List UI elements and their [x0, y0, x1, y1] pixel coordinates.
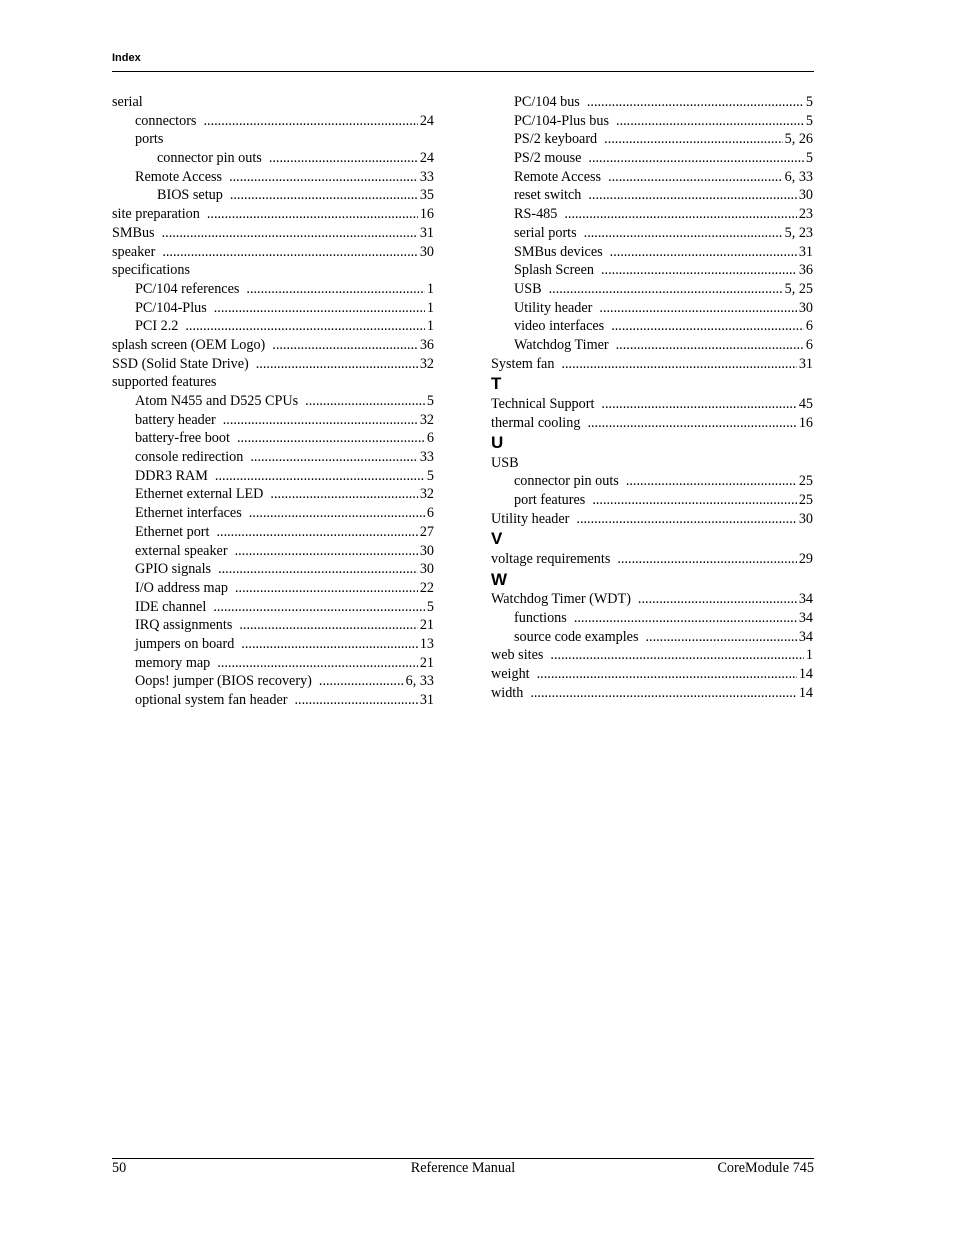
index-term: Ethernet interfaces	[135, 505, 242, 522]
index-term: battery-free boot	[135, 430, 230, 447]
index-entry	[112, 485, 434, 504]
index-term: voltage requirements	[491, 550, 611, 567]
index-page-refs: 29	[798, 550, 813, 567]
dot-leader	[215, 467, 425, 486]
dot-leader	[638, 590, 797, 609]
index-term: SMBus devices	[514, 243, 603, 260]
index-entry	[491, 186, 813, 205]
dot-leader	[537, 665, 797, 684]
running-header: Index	[112, 52, 141, 64]
index-page-refs: 6	[805, 318, 813, 335]
index-page-refs: 5, 26	[784, 131, 813, 148]
index-page-refs: 30	[798, 187, 813, 204]
index-page-refs: 16	[798, 414, 813, 431]
index-term: width	[491, 684, 524, 701]
index-page-refs: 32	[419, 486, 434, 503]
index-entry	[491, 112, 813, 131]
dot-leader	[235, 579, 418, 598]
index-page-refs: 31	[419, 692, 434, 708]
dot-leader	[645, 628, 796, 647]
index-entry	[112, 579, 434, 598]
index-entry	[112, 598, 434, 617]
index-entry	[491, 299, 813, 318]
product-name: CoreModule 745	[717, 1160, 814, 1176]
index-entry	[491, 609, 813, 628]
header-divider	[112, 71, 814, 72]
dot-leader	[549, 280, 783, 299]
index-term: Watchdog Timer	[514, 336, 609, 353]
dot-leader	[185, 317, 425, 336]
index-page-refs: 30	[798, 510, 813, 527]
index-page-refs: 5, 23	[784, 224, 813, 241]
index-term: PS/2 mouse	[514, 150, 582, 167]
dot-leader	[601, 395, 796, 414]
index-entry	[112, 542, 434, 561]
index-entry	[491, 414, 813, 433]
footer-divider	[112, 1158, 814, 1159]
index-entry	[491, 261, 813, 280]
index-term: PC/104 references	[135, 280, 240, 297]
index-letter-heading: U	[491, 433, 504, 453]
dot-leader	[616, 336, 804, 355]
index-page-refs: 14	[798, 684, 813, 701]
index-page-refs: 32	[419, 355, 434, 372]
page-footer	[112, 1160, 814, 1178]
index-page-refs: 32	[419, 411, 434, 428]
index-letter-heading: V	[491, 529, 503, 549]
index-term: Oops! jumper (BIOS recovery)	[135, 673, 312, 690]
index-entry	[112, 186, 434, 205]
index-entry	[112, 635, 434, 654]
index-page-refs: 34	[798, 591, 813, 608]
index-page-refs: 45	[798, 395, 813, 412]
index-term: jumpers on board	[135, 635, 235, 652]
index-page-refs: 35	[419, 187, 434, 204]
index-term: Remote Access	[135, 168, 223, 185]
index-term: Atom N455 and D525 CPUs	[135, 393, 299, 409]
dot-leader	[216, 523, 417, 542]
index-term: connectors	[135, 112, 197, 129]
index-entry	[491, 646, 813, 665]
dot-leader	[617, 550, 796, 569]
index-entry	[112, 280, 434, 299]
index-page-refs: 5, 25	[784, 280, 813, 297]
index-page-refs: 21	[419, 617, 434, 634]
index-term: speaker	[112, 243, 156, 260]
index-term: USB	[514, 280, 542, 297]
index-term: memory map	[135, 654, 211, 671]
index-term: I/O address map	[135, 579, 228, 596]
index-term: functions	[514, 609, 567, 626]
index-page-refs: 5	[805, 150, 813, 167]
dot-leader	[550, 646, 803, 665]
index-page-refs: 21	[419, 654, 434, 671]
index-term: SSD (Solid State Drive)	[112, 355, 249, 372]
index-entry	[112, 299, 434, 318]
index-entry	[112, 560, 434, 579]
index-entry	[112, 168, 434, 187]
index-page-refs: 6	[805, 336, 813, 353]
dot-leader	[305, 392, 425, 411]
dot-leader	[576, 510, 796, 529]
index-entry	[112, 112, 434, 131]
dot-leader	[610, 243, 797, 262]
index-column-left	[112, 93, 434, 710]
index-page-refs: 27	[419, 523, 434, 540]
index-entry	[112, 467, 434, 486]
index-term: source code examples	[514, 628, 639, 645]
index-entry	[112, 429, 434, 448]
index-page-refs: 6	[426, 505, 434, 522]
index-page-refs: 24	[419, 150, 434, 167]
dot-leader	[584, 224, 783, 243]
index-entry	[112, 130, 434, 149]
dot-leader	[162, 243, 417, 262]
index-page-refs: 25	[798, 473, 813, 490]
dot-leader	[587, 93, 804, 112]
index-term: thermal cooling	[491, 414, 581, 431]
index-entry	[112, 243, 434, 262]
page-number: 50	[112, 1160, 127, 1176]
index-entry	[112, 672, 434, 691]
dot-leader	[223, 411, 418, 430]
index-term: video interfaces	[514, 318, 605, 335]
dot-leader	[203, 112, 417, 131]
dot-leader	[162, 224, 418, 243]
index-term: connector pin outs	[157, 150, 262, 167]
index-term: Utility header	[491, 510, 570, 527]
index-entry	[112, 654, 434, 673]
dot-leader	[218, 560, 418, 579]
index-page-refs: 5	[426, 393, 434, 409]
index-term: RS-485	[514, 206, 558, 223]
index-entry	[491, 684, 813, 703]
index-entry	[112, 336, 434, 355]
index-term: optional system fan header	[135, 692, 288, 708]
index-entry	[491, 280, 813, 299]
dot-leader	[564, 205, 796, 224]
index-term: GPIO signals	[135, 561, 212, 578]
index-entry	[112, 205, 434, 224]
index-letter-heading: T	[491, 374, 502, 394]
index-page-refs: 30	[419, 542, 434, 559]
dot-leader	[246, 280, 425, 299]
index-term: Watchdog Timer (WDT)	[491, 591, 631, 608]
index-entry	[491, 224, 813, 243]
dot-leader	[604, 130, 782, 149]
index-entry	[112, 616, 434, 635]
index-entry	[112, 355, 434, 374]
dot-leader	[294, 691, 417, 710]
index-entry	[491, 395, 813, 414]
index-page-refs: 34	[798, 609, 813, 626]
index-term: Ethernet external LED	[135, 486, 264, 503]
index-entry	[491, 336, 813, 355]
index-page-refs: 24	[419, 112, 434, 129]
index-entry	[112, 504, 434, 523]
index-term: Ethernet port	[135, 523, 210, 540]
index-term: supported features	[112, 374, 217, 391]
index-term: USB	[491, 454, 519, 471]
dot-leader	[256, 355, 418, 374]
index-page-refs: 30	[419, 561, 434, 578]
index-entry	[491, 491, 813, 510]
index-term: serial ports	[514, 224, 577, 241]
dot-leader	[272, 336, 418, 355]
dot-leader	[270, 485, 417, 504]
index-letter-heading: W	[491, 569, 508, 589]
index-entry	[491, 665, 813, 684]
index-page-refs: 36	[798, 262, 813, 279]
index-term: ports	[135, 131, 164, 148]
index-page-refs: 16	[419, 206, 434, 223]
dot-leader	[592, 491, 797, 510]
index-page-refs: 6	[426, 430, 434, 447]
index-page-refs: 25	[798, 492, 813, 509]
index-entry	[112, 261, 434, 280]
index-page-refs: 31	[419, 224, 434, 241]
index-page-refs: 5	[805, 94, 813, 110]
index-page-refs: 34	[798, 628, 813, 645]
index-entry	[112, 448, 434, 467]
index-page-refs: 36	[419, 336, 434, 353]
dot-leader	[235, 542, 418, 561]
index-page-refs: 5	[805, 112, 813, 129]
index-term: splash screen (OEM Logo)	[112, 336, 266, 353]
dot-leader	[241, 635, 418, 654]
index-page-refs: 31	[798, 355, 813, 372]
dot-leader	[213, 598, 425, 617]
index-page-refs: 1	[426, 318, 434, 335]
index-term: connector pin outs	[514, 473, 619, 490]
dot-leader	[587, 414, 796, 433]
dot-leader	[530, 684, 796, 703]
index-term: battery header	[135, 411, 216, 428]
dot-leader	[250, 448, 417, 467]
index-entry	[491, 454, 813, 473]
index-term: web sites	[491, 647, 544, 664]
dot-leader	[588, 149, 804, 168]
dot-leader	[229, 168, 418, 187]
index-page-refs: 33	[419, 168, 434, 185]
index-term: serial	[112, 94, 143, 110]
index-term: Splash Screen	[514, 262, 594, 279]
index-entry	[112, 149, 434, 168]
index-entry	[491, 130, 813, 149]
dot-leader	[239, 616, 417, 635]
dot-leader	[616, 112, 804, 131]
index-term: Utility header	[514, 299, 593, 316]
index-page-refs: 30	[419, 243, 434, 260]
dot-leader	[237, 429, 425, 448]
index-entry	[491, 355, 813, 374]
index-term: PC/104 bus	[514, 94, 580, 110]
index-term: PS/2 keyboard	[514, 131, 598, 148]
index-entry	[112, 523, 434, 542]
index-term: specifications	[112, 262, 191, 279]
index-entry	[491, 550, 813, 569]
index-column-right	[491, 93, 813, 702]
index-entry	[112, 224, 434, 243]
index-term: Remote Access	[514, 168, 602, 185]
dot-leader	[214, 299, 425, 318]
index-entry	[491, 317, 813, 336]
index-entry	[491, 472, 813, 491]
index-entry	[491, 149, 813, 168]
index-term: console redirection	[135, 449, 244, 466]
index-page-refs: 33	[419, 449, 434, 466]
index-term: PC/104-Plus	[135, 299, 207, 316]
index-entry	[491, 628, 813, 647]
index-term: IDE channel	[135, 598, 207, 615]
dot-leader	[626, 472, 797, 491]
index-page-refs: 5	[426, 467, 434, 484]
dot-leader	[608, 168, 783, 187]
index-entry	[491, 205, 813, 224]
index-term: PCI 2.2	[135, 318, 179, 335]
index-term: port features	[514, 492, 586, 509]
index-entry	[112, 93, 434, 112]
index-page-refs: 31	[798, 243, 813, 260]
index-page-refs: 23	[798, 206, 813, 223]
dot-leader	[588, 186, 796, 205]
index-term: external speaker	[135, 542, 228, 559]
dot-leader	[574, 609, 797, 628]
index-entry	[491, 510, 813, 529]
index-term: site preparation	[112, 206, 200, 223]
dot-leader	[249, 504, 425, 523]
index-term: DDR3 RAM	[135, 467, 208, 484]
index-page-refs: 30	[798, 299, 813, 316]
dot-leader	[561, 355, 796, 374]
dot-leader	[230, 186, 418, 205]
index-term: PC/104-Plus bus	[514, 112, 610, 129]
dot-leader	[207, 205, 418, 224]
index-entry	[491, 168, 813, 187]
index-entry	[112, 392, 434, 411]
index-term: SMBus	[112, 224, 155, 241]
dot-leader	[269, 149, 418, 168]
index-term: Technical Support	[491, 395, 595, 412]
dot-leader	[217, 654, 418, 673]
dot-leader	[599, 299, 796, 318]
index-page-refs: 5	[426, 598, 434, 615]
index-entry	[112, 317, 434, 336]
index-entry	[112, 411, 434, 430]
index-page-refs: 14	[798, 665, 813, 682]
index-term: BIOS setup	[157, 187, 223, 204]
index-page-refs: 22	[419, 579, 434, 596]
dot-leader	[319, 672, 404, 691]
index-page-refs: 1	[805, 647, 813, 664]
index-page-refs: 6, 33	[784, 168, 813, 185]
index-term: System fan	[491, 355, 555, 372]
dot-leader	[601, 261, 797, 280]
index-page-refs: 1	[426, 299, 434, 316]
index-term: IRQ assignments	[135, 617, 233, 634]
index-page-refs: 6, 33	[405, 673, 434, 690]
index-term: weight	[491, 665, 530, 682]
index-page-refs: 1	[426, 280, 434, 297]
index-entry	[491, 590, 813, 609]
index-entry	[112, 373, 434, 392]
index-term: reset switch	[514, 187, 582, 204]
index-entry	[491, 93, 813, 112]
index-entry	[112, 691, 434, 710]
manual-title: Reference Manual	[410, 1160, 516, 1176]
dot-leader	[611, 317, 804, 336]
index-page-refs: 13	[419, 635, 434, 652]
index-entry	[491, 243, 813, 262]
